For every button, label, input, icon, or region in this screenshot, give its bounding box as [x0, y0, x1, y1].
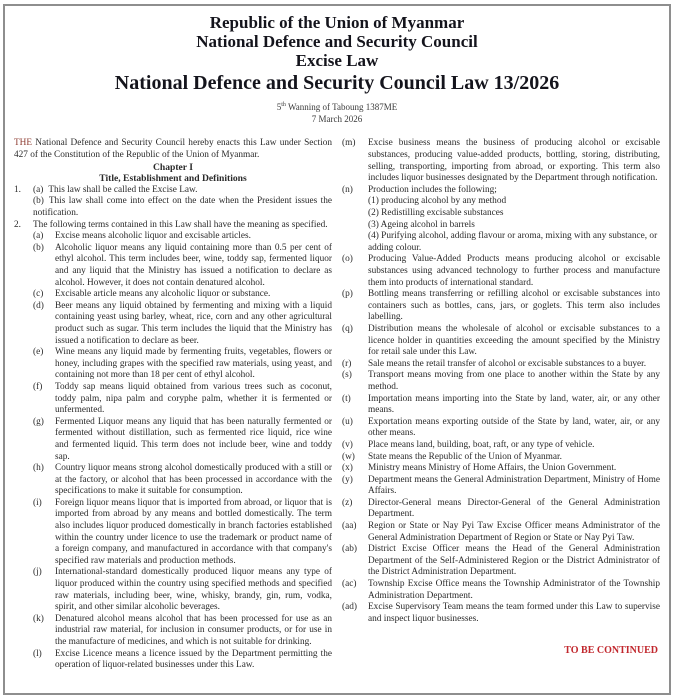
definition-item [342, 289, 660, 324]
definition-item [33, 301, 332, 347]
sub-item: (3) Ageing alcohol in barrels [368, 219, 475, 230]
item-marker: (u) [342, 416, 353, 427]
header-law-name: Excise Law [295, 51, 379, 71]
definitions-list-right [342, 138, 660, 625]
article-1 [14, 185, 332, 220]
definition-item [342, 370, 660, 393]
definition-item [342, 185, 660, 255]
item-text: Excisable article means any alcoholic liquor or substance. [55, 289, 271, 300]
item-marker: (q) [342, 323, 353, 334]
article-text: The following terms contained in this Law shall have the meaning as specified. [33, 219, 328, 230]
item-text: Region or State or Nay Pyi Taw Excise Officer means Administrator of the General Administration Department of Region or State or Nay Pyi Taw. [368, 521, 660, 543]
item-text: Township Excise Office means the Township Administrator of the Township Administration Department. [368, 579, 660, 601]
item-text: Ministry means Ministry of Home Affairs, the Union Government. [368, 463, 617, 474]
definition-item [342, 498, 660, 521]
item-text: Beer means any liquid obtained by fermenting and mixing with a liquid containing yeast using barley, wheat, rice, corn and any other agricultural product such as sugar. This term includes the liquid that the Ministry has issued a notification to declare as beer. [55, 300, 332, 346]
lead-word: THE [14, 138, 33, 149]
definition-item [33, 231, 332, 243]
article-number: 2. [14, 219, 21, 230]
definition-item [33, 382, 332, 417]
item-marker: (d) [33, 300, 44, 311]
definition-item [342, 324, 660, 359]
item-marker: (p) [342, 289, 353, 300]
item-marker: (a) [33, 231, 44, 242]
sub-item: (2) Redistilling excisable substances [368, 208, 504, 219]
definition-item [33, 347, 332, 382]
item-marker: (ac) [342, 579, 357, 590]
definition-item [342, 394, 660, 417]
item-marker: (l) [33, 648, 42, 659]
item-marker: (e) [33, 347, 44, 358]
article-1b [33, 196, 332, 219]
item-marker: (j) [33, 567, 42, 578]
sub-item-list [368, 196, 660, 254]
item-text: Foreign liquor means liquor that is imported from abroad, or liquor that is imported from abroad by any means and bottled domestically. The term also includes liquor produced domestically in branch factories established within the country under licence to use the trademark or product name of a foreign company, and manufactured in accordance with that company's specified raw materials and production methods. [55, 497, 332, 566]
definition-item [33, 417, 332, 463]
definition-item [342, 579, 660, 602]
header-law-number: National Defence and Security Council Law 13/2026 [114, 71, 560, 94]
item-marker: (n) [342, 184, 353, 195]
item-text: Excise means alcoholic liquor and excisable articles. [55, 231, 251, 242]
item-marker: (w) [342, 451, 355, 462]
item-marker: (aa) [342, 521, 357, 532]
item-marker: (y) [342, 474, 353, 485]
definition-item [342, 544, 660, 579]
article-1a [33, 185, 332, 197]
item-marker: (ab) [342, 544, 357, 555]
definition-item [342, 254, 660, 289]
item-marker: (g) [33, 416, 44, 427]
item-text: Producing Value-Added Products means producing alcohol or excisable substances using advanced technology to further process and manufacture them into products of international standard. [368, 254, 660, 288]
item-marker: (r) [342, 358, 352, 369]
definition-item [33, 567, 332, 613]
definition-item [342, 138, 660, 184]
item-text: Place means land, building, boat, raft, or any type of vehicle. [368, 439, 595, 450]
item-text: Country liquor means strong alcohol domestically produced with a still or at the factory, or alcohol that has been processed in accordance with the specifications to make it suitable for consumption. [55, 463, 332, 497]
item-text: Wine means any liquid made by fermenting fruits, vegetables, flowers or honey, including grapes with the specified raw materials, using yeast, and containing not more than 18 per cent of ethyl alcohol. [55, 347, 332, 381]
chapter-subtitle: Title, Establishment and Definitions [99, 173, 247, 185]
item-marker: (b) [33, 196, 44, 207]
definition-item [33, 498, 332, 568]
item-marker: (a) [33, 184, 44, 195]
item-text: Toddy sap means liquid obtained from various trees such as coconut, toddy palm, nipa palm and coryphe palm, whether it is fermented or unfermented. [55, 381, 332, 416]
item-marker: (k) [33, 613, 44, 624]
item-marker: (c) [33, 289, 44, 300]
item-text: Transport means moving from one place to another within the State by any method. [368, 370, 660, 392]
definition-item [342, 463, 660, 475]
item-marker: (v) [342, 439, 353, 450]
myanmar-date: 5th Wanning of Taboung 1387ME [276, 102, 398, 113]
enactment-text: National Defence and Security Council hereby enacts this Law under Section 427 of the Constitution of the Republic of the Union of Myanmar. [14, 138, 332, 161]
definition-item [342, 452, 660, 464]
definition-item [342, 417, 660, 440]
item-text: Exportation means exporting outside of the State by land, water, air, or any other means. [368, 416, 660, 439]
item-text: This law shall be called the Excise Law. [48, 184, 198, 195]
item-text: State means the Republic of the Union of Myanmar. [368, 451, 562, 462]
item-text: This law shall come into effect on the date when the President issues the notification. [33, 196, 332, 219]
item-text: Production includes the following; [368, 184, 497, 195]
item-text: Excise Supervisory Team means the team formed under this Law to supervise and inspect liquor businesses. [368, 602, 660, 624]
item-marker: (i) [33, 497, 42, 508]
item-text: Excise business means the business of producing alcohol or excisable substances, producing value-added products, bottling, storing, distributing, selling, transporting, importing from abroad, or exporting. This term also includes liquor businesses designated by the Department through notification. [368, 138, 660, 184]
enactment-paragraph [14, 138, 332, 161]
date-block [5, 101, 669, 125]
item-marker: (o) [342, 254, 353, 265]
ordinal-suffix: th [281, 102, 286, 109]
item-text: Bottling means transferring or refilling alcohol or excisable substances into containers such as bottles, cans, jars, or goglets. This term also includes labelling. [368, 289, 660, 323]
item-text: Distribution means the wholesale of alcohol or excisable substances to a licence holder in quantities exceeding the amount specified by the Ministry for retail sale under this Law. [368, 323, 660, 358]
definition-item [342, 475, 660, 498]
item-marker: (t) [342, 393, 351, 404]
item-text: Excise Licence means a licence issued by the Department permitting the operation of liquor-related businesses under this Law. [55, 648, 332, 671]
item-text: District Excise Officer means the Head of the General Administration Department of the Self-Administered Region or the District Administrator of the District Administration Department. [368, 544, 660, 578]
document-header [5, 6, 669, 125]
article-2 [14, 220, 332, 232]
definition-item [33, 649, 332, 672]
item-marker: (x) [342, 463, 353, 474]
definition-item [342, 602, 660, 625]
to-be-continued-label: TO BE CONTINUED [564, 645, 658, 657]
item-text: Importation means importing into the State by land, water, air, or any other means. [368, 393, 660, 416]
definition-item [342, 521, 660, 544]
item-marker: (b) [33, 242, 44, 253]
header-council: National Defence and Security Council [196, 32, 478, 52]
two-column-body [5, 138, 669, 671]
item-marker: (ad) [342, 602, 357, 613]
article-number: 1. [14, 184, 21, 195]
definition-item [33, 243, 332, 289]
item-marker: (z) [342, 497, 353, 508]
header-country: Republic of the Union of Myanmar [209, 13, 465, 32]
gregorian-date: 7 March 2026 [311, 114, 363, 125]
item-text: Denatured alcohol means alcohol that has been processed for use as an industrial raw material, for inclusion in consumer products, or for use in the manufacture of medicines, and which is not suitable for drinking. [55, 613, 332, 648]
item-marker: (f) [33, 381, 43, 392]
sub-item: (4) Purifying alcohol, adding flavour or aroma, mixing with any substance, or adding colour. [368, 231, 658, 253]
item-marker: (m) [342, 138, 356, 149]
item-text: Department means the General Administration Department, Ministry of Home Affairs. [368, 474, 660, 497]
item-marker: (s) [342, 370, 352, 381]
item-text: International-standard domestically produced liquor means any type of liquor produced within the country using specified methods and specified raw materials, including beer, wine, whisky, brandy, gin, rum, vodka, spirit, and other similar alcoholic beverages. [55, 567, 332, 613]
definition-item [342, 359, 660, 371]
item-marker: (h) [33, 463, 44, 474]
sub-item: (1) producing alcohol by any method [368, 196, 507, 207]
chapter-heading: Chapter I [152, 161, 194, 173]
definition-item [33, 463, 332, 498]
item-text: Fermented Liquor means any liquid that has been naturally fermented or fermented without distillation, such as fermented rice liquid, rice wine and fermented liquid. This term does not include beer, wine and toddy sap. [55, 416, 332, 462]
right-column [342, 138, 660, 671]
definition-item [342, 440, 660, 452]
law-document [5, 6, 669, 693]
item-text: Alcoholic liquor means any liquid containing more than 0.5 per cent of ethyl alcohol. This term includes beer, wine, toddy sap, fermented liquor and any liquid that the Ministry has issued a notification to declare as alcohol. However, it does not contain denatured alcohol. [55, 242, 332, 288]
left-column [14, 138, 332, 671]
definitions-list-left [14, 231, 332, 672]
item-text: Director-General means Director-General of the General Administration Department. [368, 497, 660, 520]
item-text: Sale means the retail transfer of alcohol or excisable substances to a buyer. [368, 358, 647, 369]
definition-item [33, 289, 332, 301]
definition-item [33, 614, 332, 649]
